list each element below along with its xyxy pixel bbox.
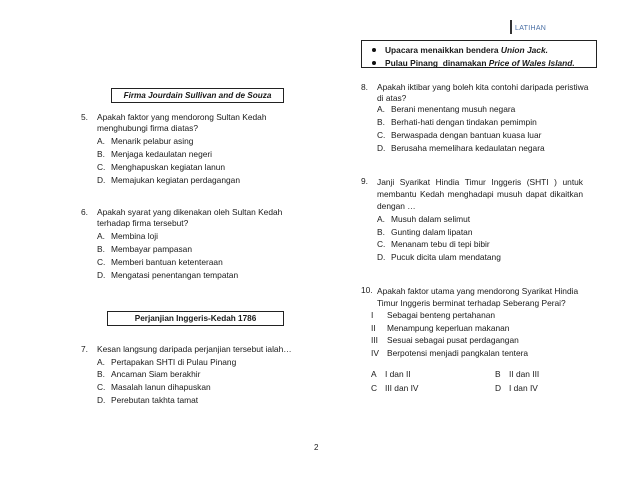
statement-item [371, 347, 583, 360]
answer-option[interactable] [97, 368, 321, 381]
answer-option[interactable] [97, 173, 301, 186]
bullet-item [372, 44, 596, 57]
option-text: Pertapakan SHTI di Pulau Pinang [111, 356, 237, 367]
bullet-italic: Union Jack. [500, 45, 548, 55]
question-6 [81, 207, 301, 281]
choice-letter[interactable]: B [495, 369, 501, 380]
question-number: 10. [361, 285, 373, 295]
option-letter: A. [97, 136, 105, 147]
bullet-icon [372, 48, 376, 52]
option-text: Memajukan kegiatan perdagangan [111, 174, 240, 185]
option-letter: C. [377, 129, 386, 140]
option-text: Mengatasi penentangan tempatan [111, 269, 239, 280]
statement-number: IV [371, 347, 379, 358]
option-letter: A. [97, 356, 105, 367]
option-text: Menanam tebu di tepi bibir [391, 239, 490, 250]
question-7 [81, 344, 321, 407]
bullet-icon [372, 61, 376, 65]
option-letter: D. [97, 174, 106, 185]
answer-option[interactable] [97, 356, 321, 369]
answer-option[interactable] [97, 230, 301, 243]
question-text: Apakah syarat yang dikenakan oleh Sultan Kedah terhadap firma tersebut? [97, 207, 283, 228]
statement-number: I [371, 310, 374, 321]
statement-text: Sesuai sebagai pusat perdagangan [387, 335, 519, 346]
option-letter: C. [97, 256, 106, 267]
section-title-firma: Firma Jourdain Sullivan and de Souza [111, 88, 284, 103]
bullet-italic: Price of Wales Island. [488, 57, 575, 68]
option-letter: B. [97, 243, 105, 254]
choice-text[interactable]: III dan IV [385, 382, 419, 393]
option-letter: C. [97, 161, 106, 172]
statement-item [371, 309, 583, 322]
choice-text[interactable]: II dan III [509, 369, 540, 380]
option-letter: D. [377, 252, 386, 263]
question-text: Apakah faktor yang mendorong Sultan Kedah menghubungi firma diatas? [97, 112, 267, 133]
answer-option[interactable] [97, 381, 321, 394]
answer-option[interactable] [97, 394, 321, 407]
option-text: Berwaspada dengan bantuan kuasa luar [391, 129, 542, 140]
question-8 [361, 82, 593, 154]
answer-option[interactable] [377, 129, 593, 142]
option-letter: B. [97, 148, 105, 159]
question-10 [361, 285, 583, 393]
option-letter: D. [377, 142, 386, 153]
option-text: Pucuk dicita ulam mendatang [391, 252, 501, 263]
option-text: Perebutan takhta tamat [111, 395, 199, 406]
statement-text: Menampung keperluan makanan [387, 322, 510, 333]
option-letter: C. [97, 382, 106, 393]
statement-number: II [371, 322, 376, 333]
option-text: Gunting dalam lipatan [391, 226, 473, 237]
answer-option[interactable] [97, 161, 301, 174]
answer-option[interactable] [377, 238, 583, 251]
answer-option[interactable] [97, 256, 301, 269]
statement-item [371, 322, 583, 335]
option-text: Berani menentang musuh negara [391, 104, 516, 115]
answer-option[interactable] [377, 141, 593, 154]
answer-option[interactable] [377, 103, 593, 116]
option-text: Berusaha memelihara kedaulatan negara [391, 142, 545, 153]
statement-number: III [371, 335, 378, 346]
answer-option[interactable] [97, 148, 301, 161]
option-text: Menjaga kedaulatan negeri [111, 148, 213, 159]
option-letter: B. [377, 226, 385, 237]
bullet-item [372, 57, 596, 69]
statement-text: Berpotensi menjadi pangkalan tentera [387, 347, 529, 358]
question-text: Janji Syarikat Hindia Timur Inggeris (SHTI ) untuk membantu Kedah menghadapi musuh dapat dikaitkan dengan … [377, 177, 583, 212]
bullet-prefix: Upacara menaikkan bendera [385, 45, 501, 55]
choice-letter[interactable]: C [371, 382, 378, 393]
choice-letter[interactable]: A [371, 369, 377, 380]
answer-option[interactable] [377, 116, 593, 129]
answer-option[interactable] [377, 251, 583, 264]
statement-item [371, 334, 583, 347]
answer-option[interactable] [97, 268, 301, 281]
option-letter: D. [97, 395, 106, 406]
question-number: 9. [361, 176, 368, 186]
header-label: LATIHAN [515, 25, 547, 32]
question-text: Apakah iktibar yang boleh kita contohi daripada peristiwa di atas? [377, 82, 589, 103]
question-5 [81, 112, 301, 186]
header-rule [510, 20, 512, 34]
option-text: Berhati-hati dengan tindakan pemimpin [391, 116, 537, 127]
choice-text[interactable]: I dan IV [509, 382, 538, 393]
choice-letter[interactable]: D [495, 382, 502, 393]
question-9 [361, 176, 583, 264]
option-letter: B. [97, 369, 105, 380]
option-text: Masalah lanun dihapuskan [111, 382, 211, 393]
option-letter: D. [97, 269, 106, 280]
answer-option[interactable] [97, 243, 301, 256]
question-text: Apakah faktor utama yang mendorong Syarikat Hindia Timur Inggeris berminat terhadap Seberang Perai? [377, 286, 579, 309]
option-text: Menarik pelabur asing [111, 136, 194, 147]
answer-option[interactable] [97, 135, 301, 148]
bullet-prefix: Pulau Pinang dinamakan [385, 57, 489, 68]
answer-option[interactable] [377, 213, 583, 226]
choice-text[interactable]: I dan II [385, 369, 411, 380]
question-text: Kesan langsung daripada perjanjian tersebut ialah… [97, 344, 292, 354]
question-number: 7. [81, 344, 88, 354]
context-bullet-box [361, 40, 597, 68]
option-letter: A. [377, 213, 385, 224]
section-title-perjanjian: Perjanjian Inggeris-Kedah 1786 [107, 311, 284, 326]
statement-text: Sebagai benteng pertahanan [387, 310, 496, 321]
option-letter: B. [377, 116, 385, 127]
answer-choices [371, 369, 583, 393]
answer-option[interactable] [377, 225, 583, 238]
option-letter: A. [97, 231, 105, 242]
option-text: Ancaman Siam berakhir [111, 369, 201, 380]
option-text: Menghapuskan kegiatan lanun [111, 161, 226, 172]
question-number: 6. [81, 207, 88, 217]
option-text: Memberi bantuan ketenteraan [111, 256, 223, 267]
question-number: 5. [81, 112, 88, 122]
question-number: 8. [361, 82, 368, 92]
option-text: Membina loji [111, 231, 159, 242]
option-text: Musuh dalam selimut [391, 213, 471, 224]
option-letter: A. [377, 104, 385, 115]
option-letter: C. [377, 239, 386, 250]
option-text: Membayar pampasan [111, 243, 192, 254]
page-number: 2 [314, 443, 319, 452]
